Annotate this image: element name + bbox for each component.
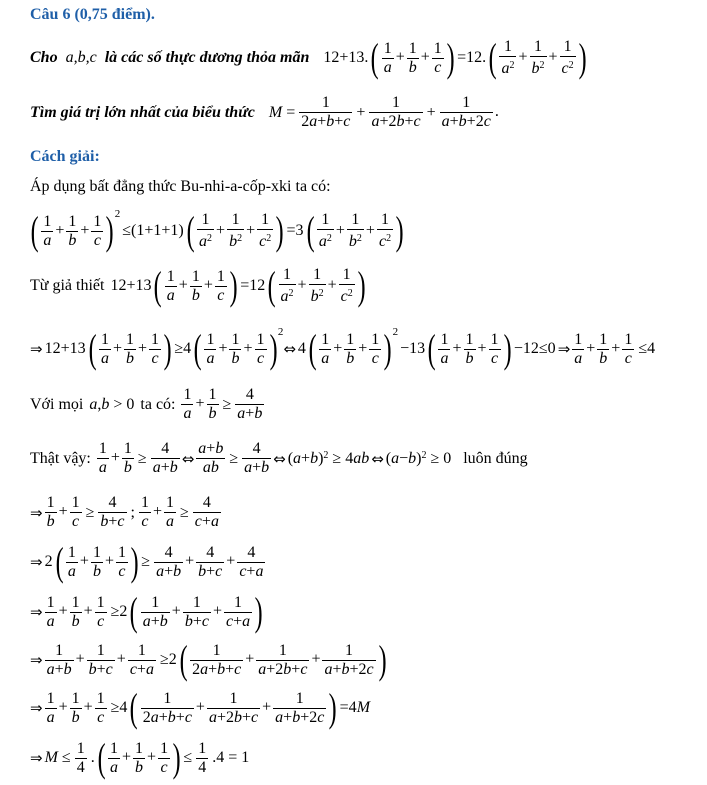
given-equation: 12+13.( $\frac{1}{a}$ + $\frac{1}{b}$ + $\frac{1}{c}$ ) =12.( $\frac{1}{a^2}$ + $\frac{1}{b^2}$ + $\frac{1}{c^2}$ ): [323, 35, 587, 80]
for-all-cond: ta có:: [140, 395, 176, 413]
step-implication-1: ⇒ 12+13( $\frac{1}{a}$ + $\frac{1}{b}$ + $\frac{1}{c}$ ) ≥4( $\frac{1}{a}$ + $\frac{1}{b}$ + $\frac{1}{c}$ )$^2$⇔ 4( $\frac{1}{a}$ + $\frac{1}{b}$ + $\frac{1}{c}$ )$^2$−13( $\frac{1}{a}$ + $\frac{1}{b}$ + $\frac{1}{c}$ ) −12≤0 ⇒ $\frac{1}{a}$ + $\frac{1}{b}$ + $\frac{1}{c}$ ≤4: [30, 326, 656, 372]
given-text: là các số thực dương thỏa mãn: [104, 49, 310, 66]
expression-M: M = $\frac{1}{2a+b+c}$ + $\frac{1}{a+2b+c}$ + $\frac{1}{a+b+2c}$ .: [268, 94, 499, 130]
for-all-label: Với mọi: [30, 395, 84, 413]
step-implication-4: ⇒ $\frac{1}{a}$ + $\frac{1}{b}$ + $\frac{1}{c}$ ≥2( $\frac{1}{a+b}$ + $\frac{1}{b+c}$ + $\frac{1}{c+a}$ ): [30, 589, 263, 634]
step-proof: Thật vậy: $\frac{1}{a}$ + $\frac{1}{b}$ ≥ $\frac{4}{a+b}$ ⇔ $\frac{a+b}{ab}$ ≥ $\frac{4}{a+b}$ ⇔ $(a+b)^2 \ge 4ab$ ⇔ $(a-b)^2 \ge 0$ luôn đúng: [30, 440, 528, 476]
problem-given: [30, 35, 587, 80]
step-cauchy-schwarz: ( $\frac{1}{a}$ + $\frac{1}{b}$ + $\frac{1}{c}$ )$^2$≤(1+1+1)( $\frac{1}{a^2}$ + $\frac{1}{b^2}$ + $\frac{1}{c^2}$ ) =3( $\frac{1}{a^2}$ + $\frac{1}{b^2}$ + $\frac{1}{c^2}$ ): [30, 208, 404, 254]
indeed-label: Thật vậy:: [30, 449, 91, 467]
step-conclusion: ⇒ M ≤ $\frac{1}{4}$ .( $\frac{1}{a}$ + $\frac{1}{b}$ + $\frac{1}{c}$ ) ≤ $\frac{1}{4}$ .4 = 1: [30, 735, 250, 780]
given-prefix: Cho: [30, 49, 58, 66]
final-result: = 1: [228, 749, 250, 766]
find-text: Tìm giá trị lớn nhất của biểu thức: [30, 103, 255, 121]
solution-title: Cách giải:: [30, 148, 100, 165]
step-for-all: Với mọi a,b > 0 ta có: $\frac{1}{a}$ + $\frac{1}{b}$ ≥ $\frac{4}{a+b}$: [30, 386, 263, 422]
problem-find: [30, 94, 499, 131]
step-hypothesis: Từ giả thiết 12+13( $\frac{1}{a}$ + $\frac{1}{b}$ + $\frac{1}{c}$ ) =12( $\frac{1}{a^2}$ + $\frac{1}{b^2}$ + $\frac{1}{c^2}$ ): [30, 263, 366, 308]
step-implication-3: ⇒ 2( $\frac{1}{a}$ + $\frac{1}{b}$ + $\frac{1}{c}$ ) ≥ $\frac{4}{a+b}$ + $\frac{4}{b+c}$ + $\frac{4}{c+a}$: [30, 539, 264, 584]
step-implication-6: ⇒ $\frac{1}{a}$ + $\frac{1}{b}$ + $\frac{1}{c}$ ≥4( $\frac{1}{2a+b+c}$ + $\frac{1}{a+2b+c}$ + $\frac{1}{a+b+2c}$ ) =4M: [30, 685, 371, 730]
problem-heading: Câu 6 (0,75 điểm).: [30, 6, 155, 23]
given-vars: a,b,c: [65, 49, 97, 66]
solution-intro: Áp dụng bất đẳng thức Bu-nhi-a-cốp-xki ta có:: [30, 178, 331, 195]
step-implication-2: ⇒ $\frac{1}{b}$ + $\frac{1}{c}$ ≥ $\frac{4}{b+c}$ ; $\frac{1}{c}$ + $\frac{1}{a}$ ≥ $\frac{4}{c+a}$: [30, 494, 219, 530]
step-implication-5: ⇒ $\frac{1}{a+b}$ + $\frac{1}{b+c}$ + $\frac{1}{c+a}$ ≥2( $\frac{1}{2a+b+c}$ + $\frac{1}{a+2b+c}$ + $\frac{1}{a+b+2c}$ ): [30, 637, 387, 682]
hypothesis-label: Từ giả thiết: [30, 277, 105, 294]
always-true-label: luôn đúng: [463, 449, 528, 467]
